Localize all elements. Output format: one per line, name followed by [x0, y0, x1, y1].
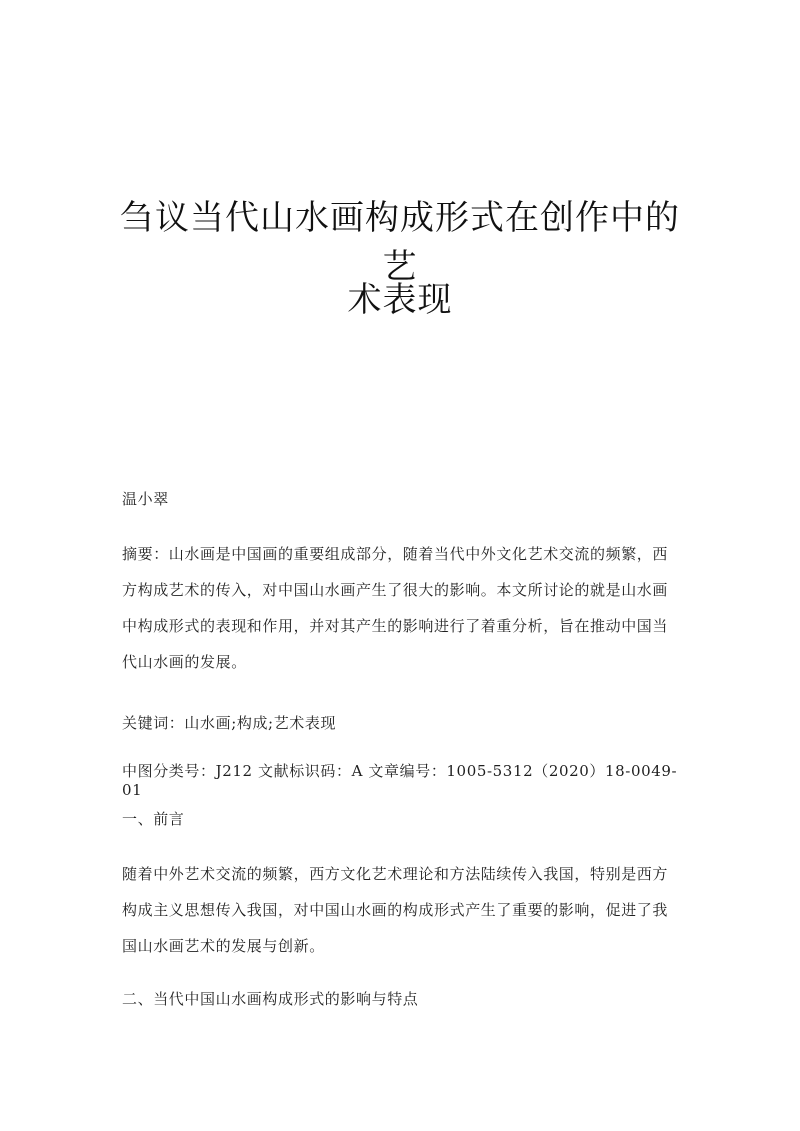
keywords-line: 关键词：山水画;构成;艺术表现: [122, 714, 337, 732]
document-title-line-2: 术表现: [347, 280, 453, 320]
abstract-paragraph: 摘要：山水画是中国画的重要组成部分，随着当代中外文化艺术交流的频繁，西方构成艺术的传入，对中国山水画产生了很大的影响。本文所讨论的就是山水画中构成形式的表现和作用，并对其产生的影响进行了着重分析，旨在推动中国当代山水画的发展。: [122, 545, 669, 671]
section-heading-preface: 一、前言: [122, 810, 185, 828]
document-title-line-1: 刍议当代山水画构成形式在创作中的艺: [120, 198, 680, 287]
preface-paragraph: 随着中外艺术交流的频繁，西方文化艺术理论和方法陆续传入我国，特别是西方构成主义思想传入我国，对中国山水画的构成形式产生了重要的影响，促进了我国山水画艺术的发展与创新。: [122, 865, 669, 955]
classification-line: 中图分类号：J212 文献标识码：A 文章编号：1005-5312（2020）18-0049-01: [122, 762, 678, 799]
section-heading-influence: 二、当代中国山水画构成形式的影响与特点: [122, 990, 419, 1008]
author-name: 温小翠: [122, 490, 169, 508]
